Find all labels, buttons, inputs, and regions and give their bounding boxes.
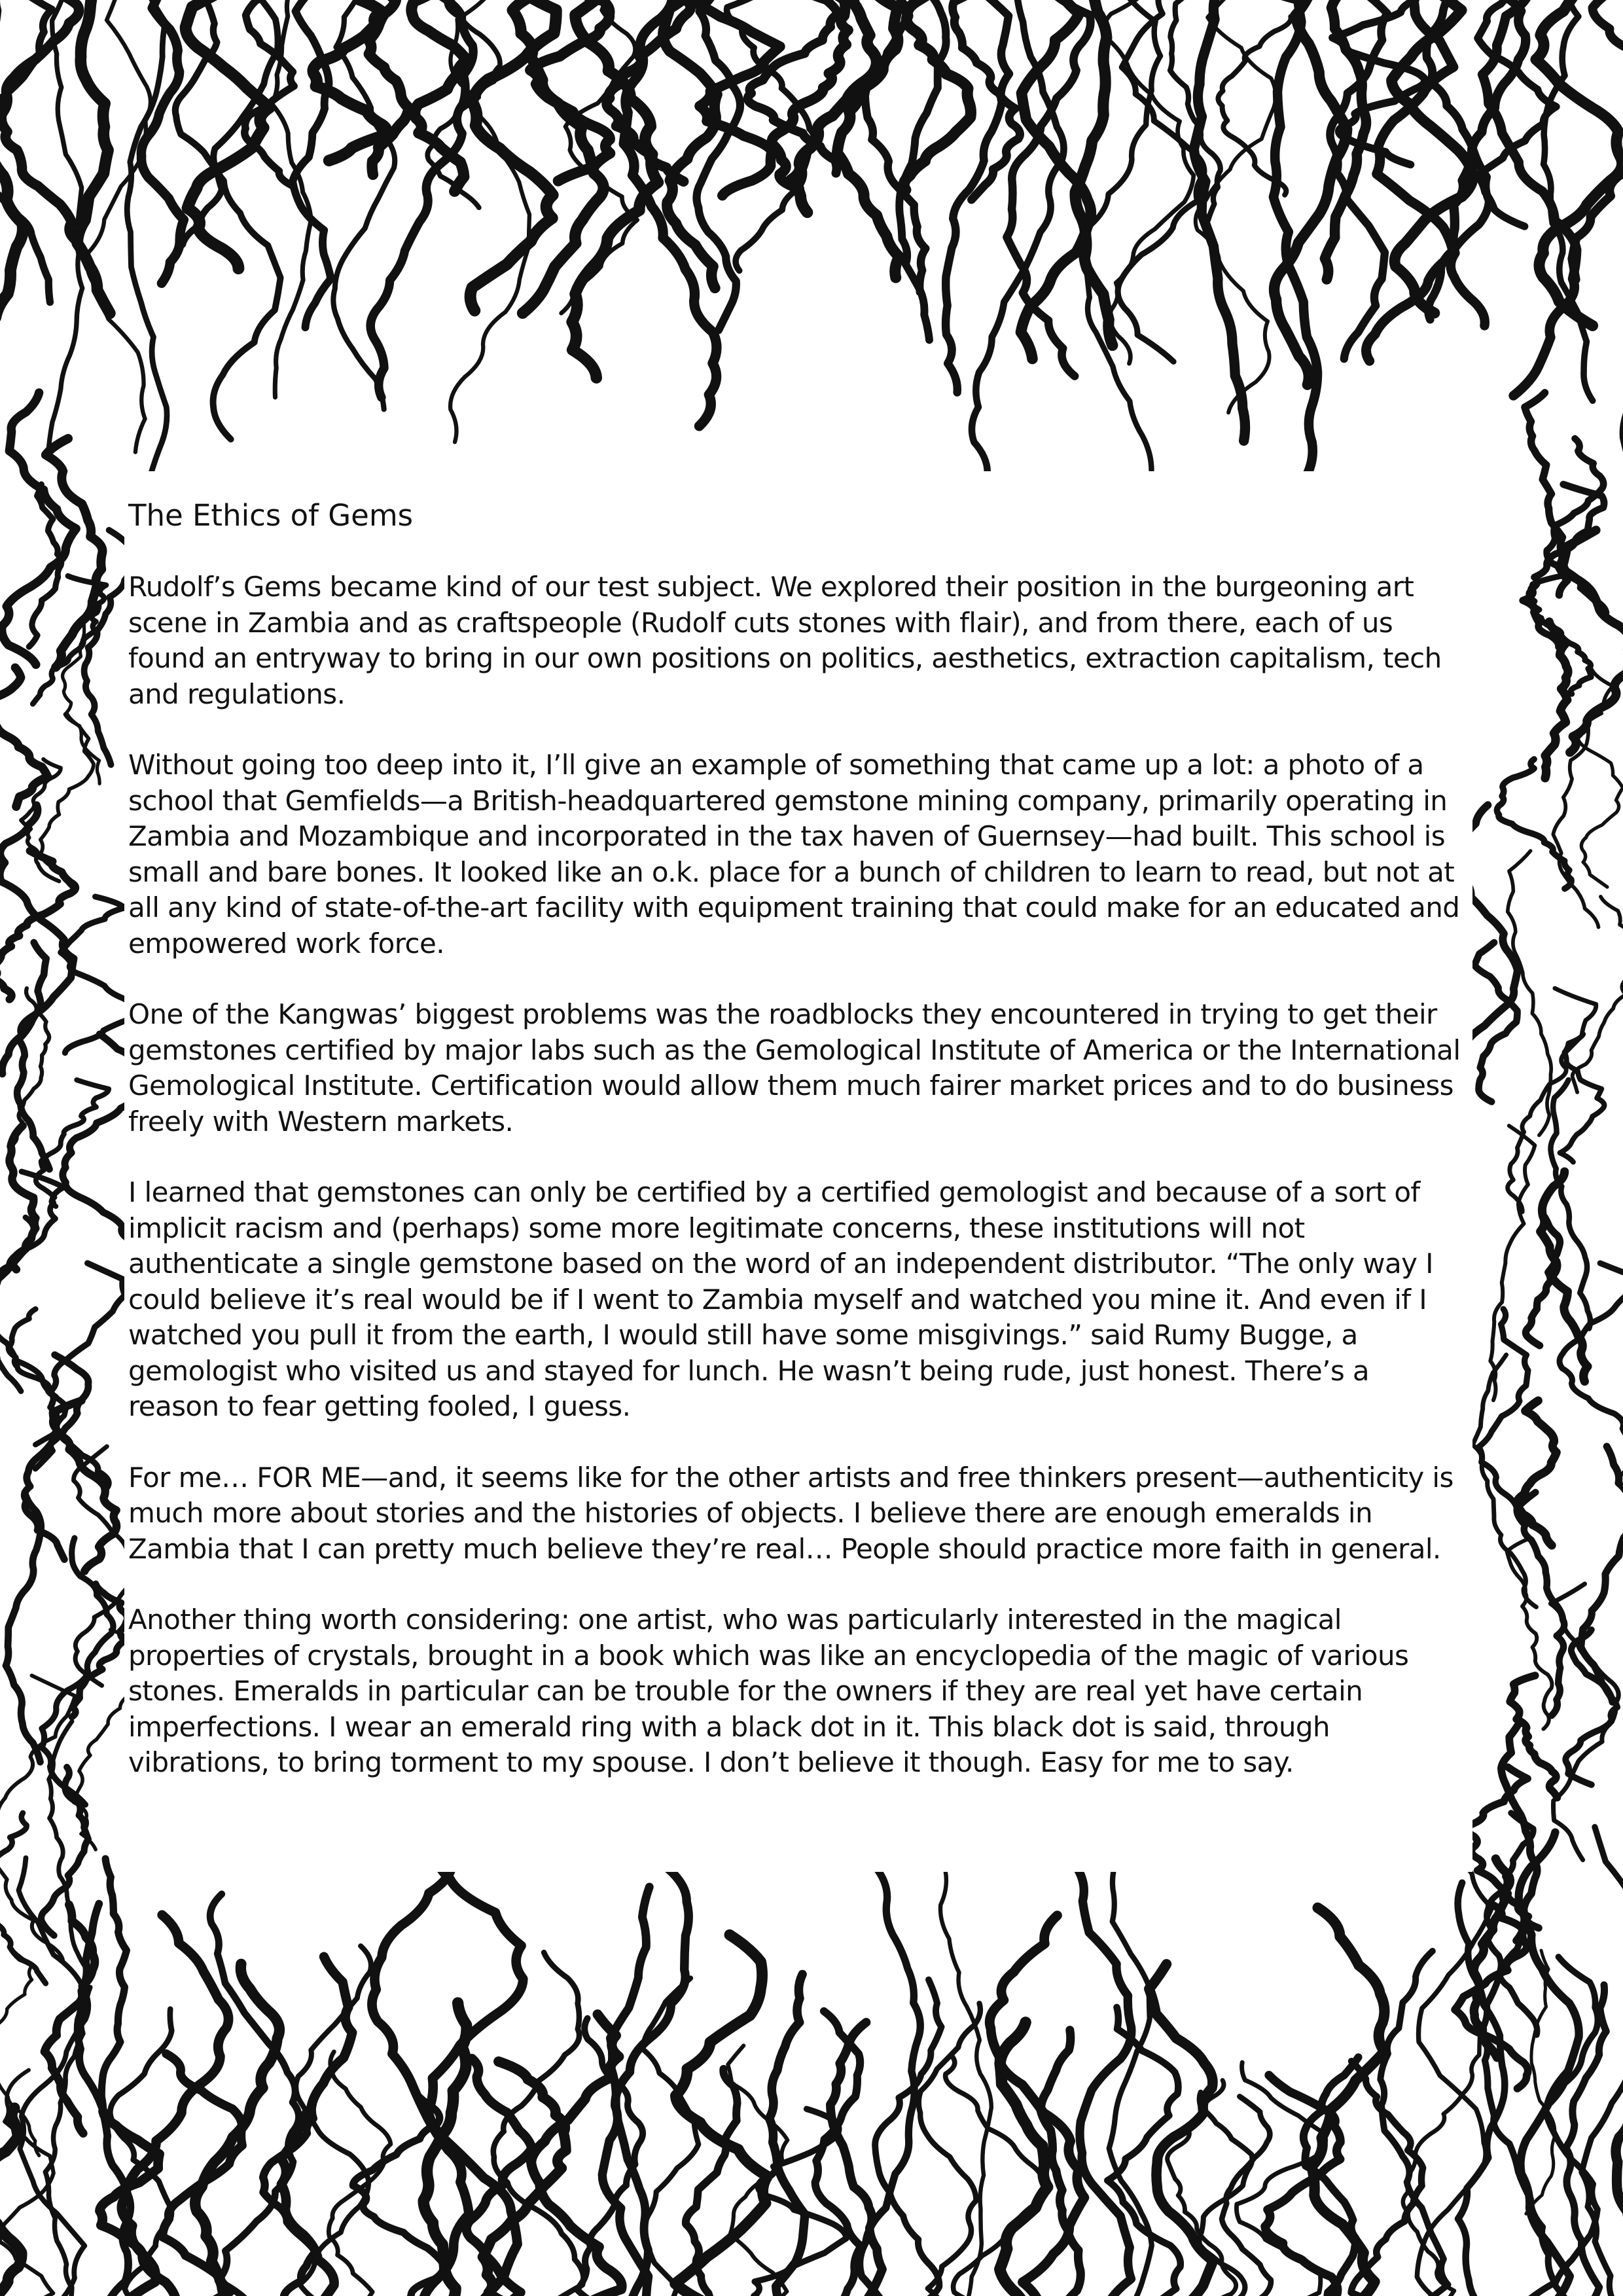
ink-stroke xyxy=(1582,1827,1623,2296)
ink-stroke xyxy=(1560,1034,1605,1162)
ink-stroke xyxy=(0,2108,22,2296)
ink-stroke xyxy=(1510,1676,1557,1798)
ink-stroke xyxy=(333,0,395,409)
article-panel xyxy=(124,471,1472,1872)
ink-stroke xyxy=(127,0,167,477)
ink-stroke xyxy=(1581,1446,1623,1702)
ink-stroke xyxy=(940,1837,991,2296)
ink-stroke xyxy=(675,1935,768,2296)
ink-stroke xyxy=(1104,0,1194,363)
article-paragraph-1: Rudolf’s Gems became kind of our test subject. We explored their position in the burgeoning art scene in Zambia and as craftspeople (Rudolf cuts stones with flair), and from there, each of us found an entryway to bring in our own positions on politics, aesthetics, extraction capitalism, tech and regulations. xyxy=(128,571,1442,710)
article-paragraph-2: Without going too deep into it, I’ll give an example of something that came up a lot: a photo of a school that Gemfields—a British-headquartered gemstone mining company, primarily operating in Zambia and Mozambique and incorporated in the tax haven of Guernsey—had built. This school is small and bare bones. It looked like an o.k. place for a bunch of children to learn to read, but not at all any kind of state-of-the-art facility with equipment training that could make for an educated and empowered work force. xyxy=(128,749,1460,960)
ink-stroke xyxy=(1194,0,1245,440)
ink-stroke xyxy=(1490,1126,1535,1400)
ink-stroke xyxy=(370,0,473,397)
ink-stroke xyxy=(87,0,151,452)
ink-stroke xyxy=(1149,1964,1213,2296)
ink-stroke xyxy=(1474,942,1518,1102)
article-paragraph-3: One of the Kangwas’ biggest problems was the roadblocks they encountered in trying to get their gemstones certified by major labs such as the Gemological Institute of America or the International Gemological Institute. Certification would allow them much fairer market prices and to do business freely with Western markets. xyxy=(128,998,1461,1138)
ink-stroke xyxy=(1565,1630,1617,1785)
ink-stroke xyxy=(372,1861,469,2296)
article-paragraph-5: For me… FOR ME—and, it seems like for the other artists and free thinkers present—authenticity is much more about stories and the histories of objects. I believe there are enough emeralds in Zambia that I can pretty much believe they’re real… People should practice more faith in general. xyxy=(128,1461,1454,1565)
ink-stroke xyxy=(696,0,740,330)
ink-stroke xyxy=(101,1859,126,2115)
ink-stroke xyxy=(1578,713,1623,887)
ink-stroke xyxy=(471,0,556,311)
ink-stroke xyxy=(77,0,110,314)
ink-stroke xyxy=(860,1832,921,2296)
ink-stroke xyxy=(643,1978,699,2296)
ink-stroke xyxy=(195,1964,279,2296)
ink-stroke xyxy=(1391,0,1472,313)
ink-stroke xyxy=(2,393,77,664)
article-paragraph-6: Another thing worth considering: one artist, who was particularly interested in the magical properties of crystals, brought in a book which was like an encyclopedia of the magic of various stones. Emeralds in particular can be trouble for the owners if they are real yet have certain imperfections. I wear an emerald ring with a black dot in it. This black dot is said, through vibrations, to bring torment to my spouse. I don’t believe it though. Easy for me to say. xyxy=(128,1604,1409,1778)
ink-stroke xyxy=(919,2003,980,2296)
ink-stroke xyxy=(1380,1951,1448,2296)
article-paragraph-4: I learned that gemstones can only be certified by a certified gemologist and because of a sort of implicit racism and (perhaps) some more legitimate concerns, these institutions will not authenticate a single gemstone based on the word of an independent distributor. “The only way I could believe it’s real would be if I went to Zambia myself and watched you mine it. And even if I watched you pull it from the earth, I would still have some misgivings.” said Rumy Bugge, a gemologist who visited us and stayed for lunch. He wasn’t being rude, just honest. There’s a reason to fear getting fooled, I guess. xyxy=(128,1176,1433,1422)
ink-stroke xyxy=(1075,0,1113,346)
ink-stroke xyxy=(770,1975,805,2296)
page-title: The Ethics of Gems xyxy=(128,498,414,533)
ink-stroke xyxy=(369,0,409,175)
ink-stroke xyxy=(1546,439,1606,613)
ink-stroke xyxy=(53,1401,116,1571)
ink-stroke xyxy=(1616,1964,1623,2296)
ink-stroke xyxy=(0,851,75,999)
ink-stroke xyxy=(72,1584,128,1717)
ink-stroke xyxy=(17,942,49,1169)
